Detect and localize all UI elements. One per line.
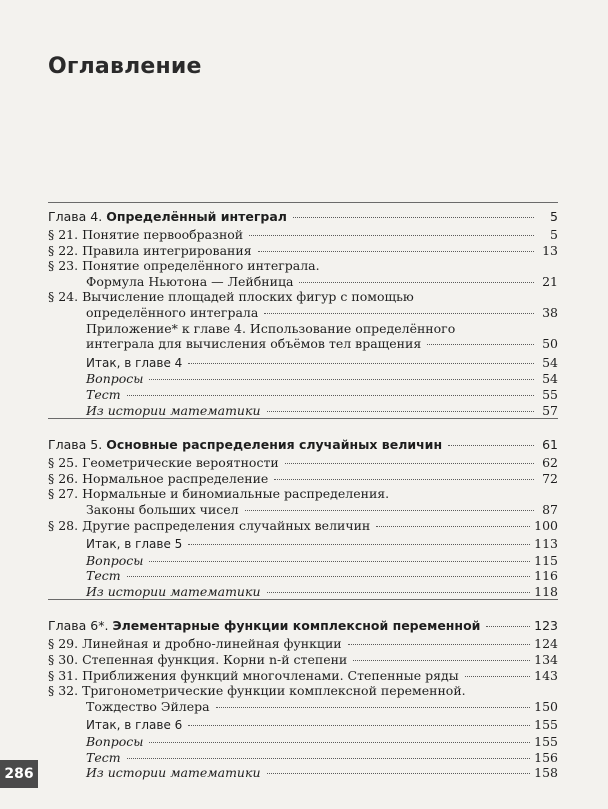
toc-entry-line [48,321,558,337]
toc-entry-line [48,258,558,274]
dot-leader [267,411,535,412]
chapter-block [48,431,558,599]
toc-entry-text: Приложение* к главе 4. Использование определённого [86,320,456,336]
chapter-block [48,612,558,780]
toc-entry-text: Законы больших чисел [86,501,239,517]
toc-entry-text: § 23. Понятие определённого интеграла. [48,258,320,274]
toc-entry-text: § 28. Другие распределения случайных величин [48,517,371,533]
summary-entry-page: 118 [534,583,558,599]
toc-entry-line[interactable] [48,227,558,243]
toc-entry-line[interactable] [48,243,558,259]
summary-entry-page: 155 [534,734,558,750]
summary-entry[interactable] [48,584,558,600]
summary-entry-text: Из истории математики [86,583,261,599]
table-of-contents [48,202,558,781]
toc-entry-page: 50 [542,336,558,352]
toc-entry-line[interactable] [48,518,558,534]
summary-entry[interactable] [48,568,558,584]
dot-leader [188,544,530,545]
summary-entry-page: 155 [534,717,558,733]
dot-leader [258,251,534,252]
dot-leader [245,510,534,511]
chapter-title: Основные распределения случайных величин [106,437,443,453]
summary-entry-text: Итак, в главе 4 [86,355,183,370]
chapter-prefix: Глава 6*. [48,618,113,634]
toc-entry-line[interactable] [48,636,558,652]
dot-leader [127,758,531,759]
toc-entry-page: 143 [534,667,558,683]
summary-entry-page: 116 [534,568,558,584]
dot-leader [249,235,534,236]
dot-leader [285,463,534,464]
summary-entry[interactable] [48,765,558,781]
chapter-heading-label [48,616,480,636]
chapter-page: 61 [542,437,558,453]
toc-entry-text: § 30. Степенная функция. Корни n-й степени [48,652,348,668]
chapter-prefix: Глава 4. [48,209,107,224]
toc-entry-line[interactable] [48,471,558,487]
summary-entry-text: Итак, в главе 6 [86,718,183,733]
toc-entry-line[interactable] [48,305,558,321]
chapter-heading[interactable] [48,207,558,227]
toc-entry-page: 150 [534,698,558,714]
toc-entry-page: 124 [534,636,558,652]
chapter-page: 123 [534,618,558,634]
summary-entry-text: Вопросы [86,552,144,568]
summary-entry[interactable] [48,553,558,569]
toc-entry-text: определённого интеграла [86,304,259,320]
toc-entry-text: интеграла для вычисления объёмов тел вращения [86,336,422,352]
toc-entry-text: § 27. Нормальные и биномиальные распределения. [48,486,390,502]
dot-leader [348,644,531,645]
toc-entry-text: § 25. Геометрические вероятности [48,455,279,471]
dot-leader [149,561,530,562]
toc-entry-page: 100 [534,517,558,533]
toc-entry-text: § 31. Приближения функций многочленами. Степенные ряды [48,667,459,683]
toc-entry-line [48,486,558,502]
dot-leader [188,725,530,726]
dot-leader [448,445,534,446]
toc-entry-page: 13 [542,242,558,258]
toc-entry-text: § 26. Нормальное распределение [48,470,269,486]
summary-entry-text: Тест [86,749,121,765]
dot-leader [267,592,531,593]
summary-entry[interactable] [48,717,558,734]
toc-entry-text: § 21. Понятие первообразной [48,227,244,242]
dot-leader [376,526,530,527]
summary-entry-page: 115 [534,552,558,568]
summary-entry[interactable] [48,403,558,419]
chapter-summary [48,536,558,599]
toc-entry-text: § 29. Линейная и дробно-линейная функции [48,636,342,652]
toc-entry-text: § 24. Вычисление площадей плоских фигур с помощью [48,289,414,305]
toc-entry-line[interactable] [48,699,558,715]
toc-entry-line [48,289,558,305]
toc-entry-line[interactable] [48,668,558,684]
toc-entry-page: 72 [542,470,558,486]
toc-entry-page: 134 [534,652,558,668]
chapter-title: Определённый интеграл [106,209,287,224]
summary-entry-text: Из истории математики [86,765,261,781]
summary-entry-page: 55 [542,386,558,402]
chapter-heading-label [48,435,442,455]
summary-entry[interactable] [48,734,558,750]
dot-leader [127,395,534,396]
toc-entry-page: 38 [542,304,558,320]
chapter-block [48,203,558,418]
dot-leader [216,707,531,708]
summary-entry-page: 57 [542,402,558,418]
dot-leader [274,479,534,480]
toc-entry-line[interactable] [48,274,558,290]
summary-entry[interactable] [48,387,558,403]
dot-leader [188,363,534,364]
summary-entry-text: Тест [86,568,121,584]
dot-leader [465,676,530,677]
chapter-summary [48,355,558,418]
dot-leader [267,773,531,774]
chapter-heading[interactable] [48,435,558,455]
summary-entry[interactable] [48,536,558,553]
toc-entry-page: 5 [550,227,558,242]
chapter-page: 5 [550,209,558,224]
dot-leader [299,282,534,283]
chapter-heading[interactable] [48,616,558,636]
toc-entry-line [48,683,558,699]
dot-leader [149,742,530,743]
summary-entry[interactable] [48,750,558,766]
summary-entry[interactable] [48,371,558,387]
summary-entry-page: 113 [534,536,558,552]
dot-leader [293,217,534,218]
toc-entry-line[interactable] [48,502,558,518]
toc-entry-line[interactable] [48,455,558,471]
page-number-badge [0,760,38,788]
toc-entry-line[interactable] [48,336,558,352]
chapter-summary [48,717,558,780]
toc-entry-text: § 22. Правила интегрирования [48,242,252,258]
dot-leader [486,626,530,627]
chapter-heading-label [48,207,287,227]
page-number: 286 [4,766,34,782]
summary-entry-page: 156 [534,749,558,765]
dot-leader [127,576,531,577]
summary-entry-text: Из истории математики [86,402,261,418]
summary-entry-text: Вопросы [86,734,144,750]
page-title: Оглавление [48,54,202,79]
summary-entry-page: 54 [542,371,558,387]
summary-entry-text: Тест [86,386,121,402]
dot-leader [427,344,534,345]
summary-entry-text: Вопросы [86,371,144,387]
chapter-title: Элементарные функции комплексной переменной [112,618,481,634]
dot-leader [149,379,534,380]
chapter-rule [48,418,558,419]
summary-entry-text: Итак, в главе 5 [86,537,183,552]
summary-entry-page: 158 [534,765,558,781]
chapter-rule [48,599,558,600]
toc-entry-page: 21 [542,273,558,289]
toc-entry-text: Тождество Эйлера [86,698,210,714]
chapter-prefix: Глава 5. [48,437,107,453]
summary-entry-page: 54 [542,354,558,370]
toc-entry-text: § 32. Тригонометрические функции комплексной переменной. [48,683,466,699]
dot-leader [264,313,534,314]
toc-entry-line[interactable] [48,652,558,668]
toc-entry-text: Формула Ньютона — Лейбница [86,273,294,289]
summary-entry[interactable] [48,355,558,372]
toc-entry-page: 62 [542,455,558,471]
dot-leader [353,660,530,661]
toc-entry-page: 87 [542,501,558,517]
